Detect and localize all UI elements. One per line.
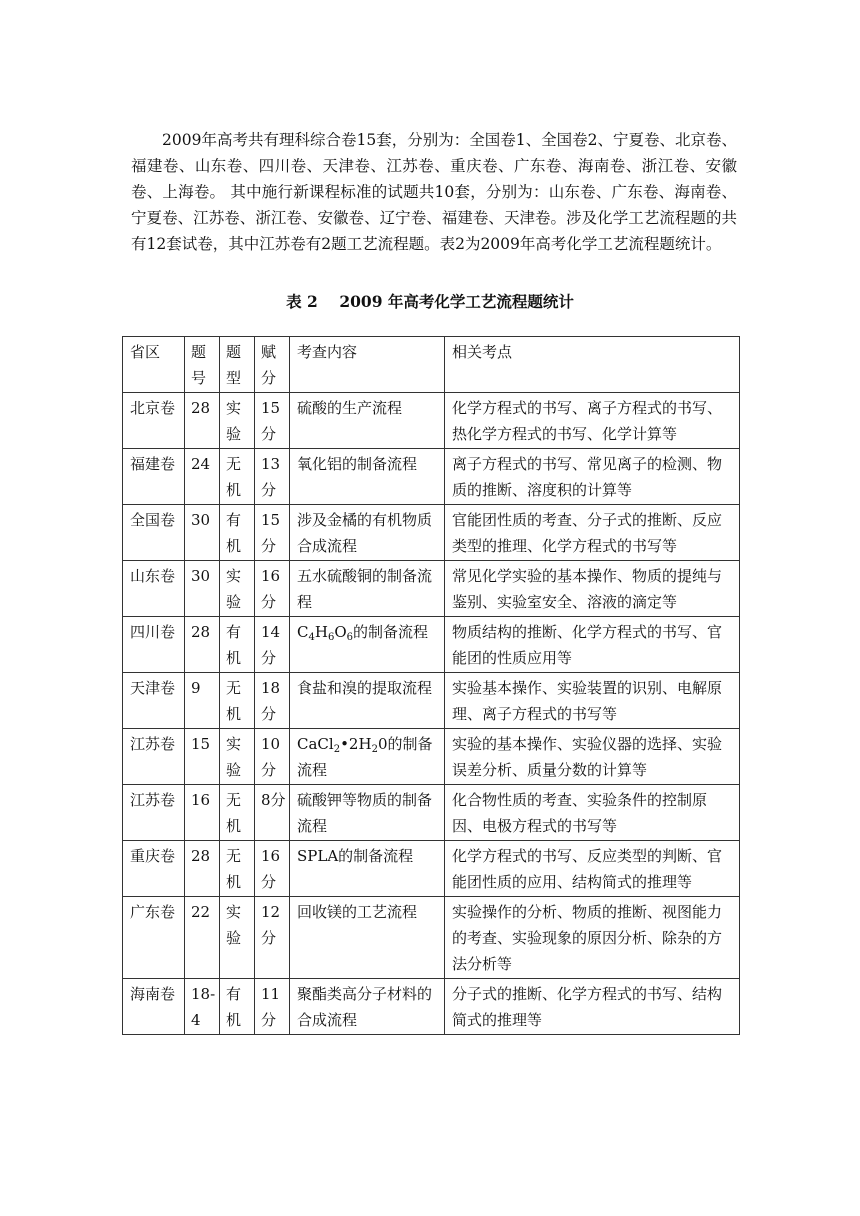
formula-part: C — [297, 623, 309, 641]
cell-type: 实验 — [220, 729, 255, 785]
cell-region: 江苏卷 — [123, 729, 185, 785]
cell-points: 常见化学实验的基本操作、物质的提纯与鉴别、实验室安全、溶液的滴定等 — [445, 561, 740, 617]
table-row — [123, 393, 740, 449]
cell-points: 实验的基本操作、实验仪器的选择、实验误差分析、质量分数的计算等 — [445, 729, 740, 785]
cell-points: 实验操作的分析、物质的推断、视图能力的考查、实验现象的原因分析、除杂的方法分析等 — [445, 897, 740, 979]
table-row — [123, 841, 740, 897]
content-suffix: 0的制备流程 — [297, 735, 433, 779]
cell-number: 22 — [185, 897, 220, 979]
cell-type: 有机 — [220, 505, 255, 561]
cell-score: 15分 — [255, 393, 290, 449]
cell-points: 化学方程式的书写、离子方程式的书写、热化学方程式的书写、化学计算等 — [445, 393, 740, 449]
cell-score: 8分 — [255, 785, 290, 841]
cell-score: 13分 — [255, 449, 290, 505]
formula-part: •2H — [340, 735, 372, 753]
cell-region: 天津卷 — [123, 673, 185, 729]
cell-points: 实验基本操作、实验装置的识别、电解原理、离子方程式的书写等 — [445, 673, 740, 729]
cell-region: 江苏卷 — [123, 785, 185, 841]
cell-type: 实验 — [220, 561, 255, 617]
table-row — [123, 505, 740, 561]
table-row — [123, 561, 740, 617]
cell-points: 化学方程式的书写、反应类型的判断、官能团性质的应用、结构简式的推理等 — [445, 841, 740, 897]
header-points: 相关考点 — [445, 337, 740, 393]
cell-points: 离子方程式的书写、常见离子的检测、物质的推断、溶度积的计算等 — [445, 449, 740, 505]
table-row — [123, 729, 740, 785]
header-score: 赋分 — [255, 337, 290, 393]
table-row — [123, 673, 740, 729]
cell-number: 28 — [185, 841, 220, 897]
cell-content: 涉及金橘的有机物质合成流程 — [290, 505, 445, 561]
cell-number: 24 — [185, 449, 220, 505]
cell-region: 北京卷 — [123, 393, 185, 449]
cell-content: 食盐和溴的提取流程 — [290, 673, 445, 729]
table-header-row — [123, 337, 740, 393]
cell-type: 无机 — [220, 841, 255, 897]
cell-content — [290, 729, 445, 785]
cell-number: 30 — [185, 561, 220, 617]
cell-points: 官能团性质的考查、分子式的推断、反应类型的推理、化学方程式的书写等 — [445, 505, 740, 561]
table-row — [123, 897, 740, 979]
cell-content: 硫酸的生产流程 — [290, 393, 445, 449]
table-row — [123, 449, 740, 505]
cell-content — [290, 617, 445, 673]
cell-points: 化合物性质的考查、实验条件的控制原因、电极方程式的书写等 — [445, 785, 740, 841]
cell-content: 回收镁的工艺流程 — [290, 897, 445, 979]
cell-content: SPLA的制备流程 — [290, 841, 445, 897]
cell-region: 广东卷 — [123, 897, 185, 979]
cell-score: 15分 — [255, 505, 290, 561]
cell-type: 实验 — [220, 897, 255, 979]
header-type: 题型 — [220, 337, 255, 393]
cell-region: 海南卷 — [123, 979, 185, 1035]
cell-number: 9 — [185, 673, 220, 729]
content-suffix: 的制备流程 — [353, 623, 429, 641]
cell-number: 16 — [185, 785, 220, 841]
cell-type: 有机 — [220, 979, 255, 1035]
cell-content: 聚酯类高分子材料的合成流程 — [290, 979, 445, 1035]
cell-type: 有机 — [220, 617, 255, 673]
cell-number: 18-4 — [185, 979, 220, 1035]
header-content: 考查内容 — [290, 337, 445, 393]
cell-score: 11分 — [255, 979, 290, 1035]
cell-region: 全国卷 — [123, 505, 185, 561]
cell-content: 五水硫酸铜的制备流程 — [290, 561, 445, 617]
table-row — [123, 617, 740, 673]
formula-part: O — [334, 623, 347, 641]
cell-number: 28 — [185, 617, 220, 673]
cell-region: 山东卷 — [123, 561, 185, 617]
header-region: 省区 — [123, 337, 185, 393]
formula-subscript: 6 — [346, 632, 354, 643]
intro-paragraph: 2009年高考共有理科综合卷15套，分别为：全国卷1、全国卷2、宁夏卷、北京卷、福建卷、山东卷、四川卷、天津卷、江苏卷、重庆卷、广东卷、海南卷、浙江卷、安徽卷、上海卷。 其中施行新课程标准的试题共10套，分别为：山东卷、广东卷、海南卷、宁夏卷、江苏卷、浙江卷、安徽卷、辽宁卷、福建卷、天津卷。涉及化学工艺流程题的共有12套试卷，其中江苏卷有2题工艺流程题。表2为2009年高考化学工艺流程题统计。 — [131, 131, 737, 253]
statistics-table — [122, 336, 740, 1035]
table-row — [123, 785, 740, 841]
cell-score: 16分 — [255, 561, 290, 617]
cell-number: 28 — [185, 393, 220, 449]
cell-type: 无机 — [220, 673, 255, 729]
cell-type: 实验 — [220, 393, 255, 449]
cell-score: 10分 — [255, 729, 290, 785]
cell-type: 无机 — [220, 785, 255, 841]
cell-content: 氧化铝的制备流程 — [290, 449, 445, 505]
table-caption: 表 2 2009 年高考化学工艺流程题统计 — [286, 292, 574, 311]
cell-content: 硫酸钾等物质的制备流程 — [290, 785, 445, 841]
cell-number: 30 — [185, 505, 220, 561]
formula-part: CaCl — [297, 735, 334, 753]
formula-subscript: 6 — [327, 632, 335, 643]
cell-region: 重庆卷 — [123, 841, 185, 897]
cell-score: 16分 — [255, 841, 290, 897]
header-number: 题号 — [185, 337, 220, 393]
cell-number: 15 — [185, 729, 220, 785]
cell-points: 物质结构的推断、化学方程式的书写、官能团的性质应用等 — [445, 617, 740, 673]
formula-subscript: 2 — [333, 744, 341, 755]
cell-score: 18分 — [255, 673, 290, 729]
table-row — [123, 979, 740, 1035]
cell-region: 四川卷 — [123, 617, 185, 673]
cell-type: 无机 — [220, 449, 255, 505]
formula-part: H — [314, 623, 328, 641]
cell-score: 14分 — [255, 617, 290, 673]
cell-score: 12分 — [255, 897, 290, 979]
formula-subscript: 2 — [371, 744, 378, 755]
formula-subscript: 4 — [308, 632, 315, 643]
cell-points: 分子式的推断、化学方程式的书写、结构简式的推理等 — [445, 979, 740, 1035]
cell-region: 福建卷 — [123, 449, 185, 505]
